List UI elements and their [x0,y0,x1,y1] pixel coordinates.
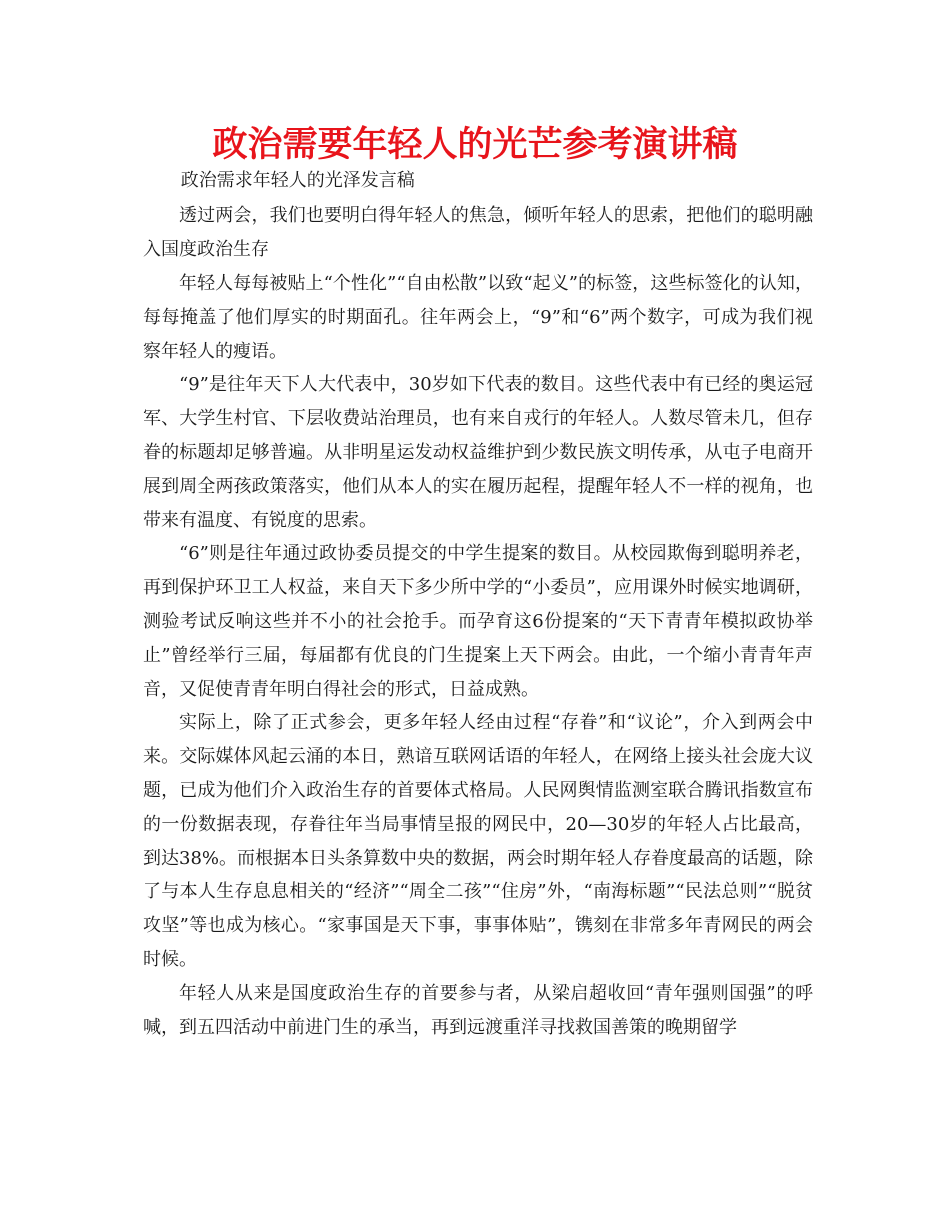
paragraph: “9”是往年天下人大代表中，30岁如下代表的数目。这些代表中有已经的奥运冠军、大学生村官、下层收费站治理员，也有来自戎行的年轻人。人数尽管未几，但存眷的标题却足够普遍。从非明星运发动权益维护到少数民族文明传承，从屯子电商开展到周全两孩政策落实，他们从本人的实在履历起程，提醒年轻人不一样的视角，也带来有温度、有锐度的思索。 [143,374,813,531]
paragraph: 实际上，除了正式参会，更多年轻人经由过程“存眷”和“议论”，介入到两会中来。交际媒体风起云涌的本日，熟谙互联网话语的年轻人，在网络上接头社会庞大议题，已成为他们介入政治生存的首要体式格局。人民网舆情监测室联合腾讯指数宣布的一份数据表现，存眷往年当局事情呈报的网民中，20—30岁的年轻人占比最高，到达38%。而根据本日头条算数中央的数据，两会时期年轻人存眷度最高的话题，除了与本人生存息息相关的“经济”“周全二孩”“住房”外，“南海标题”“民法总则”“脱贫攻坚”等也成为核心。“家事国是天下事，事事体贴”，镌刻在非常多年青网民的两会时候。 [143,712,814,970]
document-subtitle: 政治需求年轻人的光泽发言稿 [180,170,415,191]
paragraph: 年轻人从来是国度政治生存的首要参与者，从梁启超收回“青年强则国强”的呼喊，到五四活动中前进门生的承当，再到远渡重洋寻找救国善策的晚期留学 [143,982,813,1038]
paragraph: 透过两会，我们也要明白得年轻人的焦急，倾听年轻人的思索，把他们的聪明融入国度政治生存 [143,205,813,261]
document-title: 政治需要年轻人的光芒参考演讲稿 [212,125,738,165]
document-body [143,164,813,1044]
paragraph: “6”则是往年通过政协委员提交的中学生提案的数目。从校园欺侮到聪明养老，再到保护环卫工人权益，来自天下多少所中学的“小委员”，应用课外时候实地调研，测验考试反响这些并不小的社会抢手。而孕育这6份提案的“天下青青年模拟政协举止”曾经举行三届，每届都有优良的门生提案上天下两会。由此，一个缩小青青年声音，又促使青青年明白得社会的形式，日益成熟。 [143,543,813,700]
paragraph: 年轻人每每被贴上“个性化”“自由松散”以致“起义”的标签，这些标签化的认知，每每掩盖了他们厚实的时期面孔。往年两会上，“9”和“6”两个数字，可成为我们视察年轻人的瘦语。 [143,272,813,362]
